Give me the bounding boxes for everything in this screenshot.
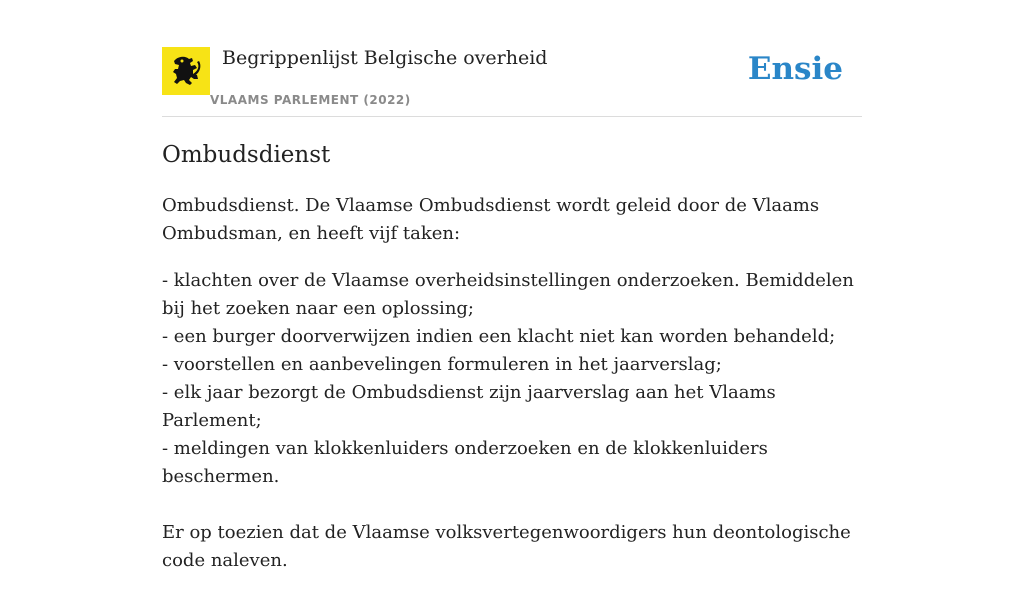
term-title: Ombudsdienst [162,142,331,168]
definition-intro: Ombudsdienst. De Vlaamse Ombudsdienst wordt geleid door de Vlaams Ombudsman, en heeft vijf taken: [162,195,820,244]
source-logo[interactable] [162,47,210,95]
source-title[interactable]: Begrippenlijst Belgische overheid [222,47,548,69]
task-item-4: - elk jaar bezorgt de Ombudsdienst zijn jaarverslag aan het Vlaams Parlement; [162,382,776,431]
task-item-2: - een burger doorverwijzen indien een klacht niet kan worden behandeld; [162,326,836,347]
definition-body [162,192,862,594]
source-subtitle: VLAAMS PARLEMENT (2022) [210,93,411,107]
definition-closing: Er op toezien dat de Vlaamse volksvertegenwoordigers hun deontologische code naleven. [162,522,851,571]
flemish-lion-icon [162,47,210,95]
task-item-3: - voorstellen en aanbevelingen formuleren in het jaarverslag; [162,354,722,375]
task-item-5: - meldingen van klokkenluiders onderzoeken en de klokkenluiders beschermen. [162,438,768,487]
source-header [162,0,862,117]
brand-logo[interactable]: Ensie [747,51,843,87]
page [162,0,862,571]
task-item-1: - klachten over de Vlaamse overheidsinstellingen onderzoeken. Bemiddelen bij het zoeken naar een oplossing; [162,270,854,319]
